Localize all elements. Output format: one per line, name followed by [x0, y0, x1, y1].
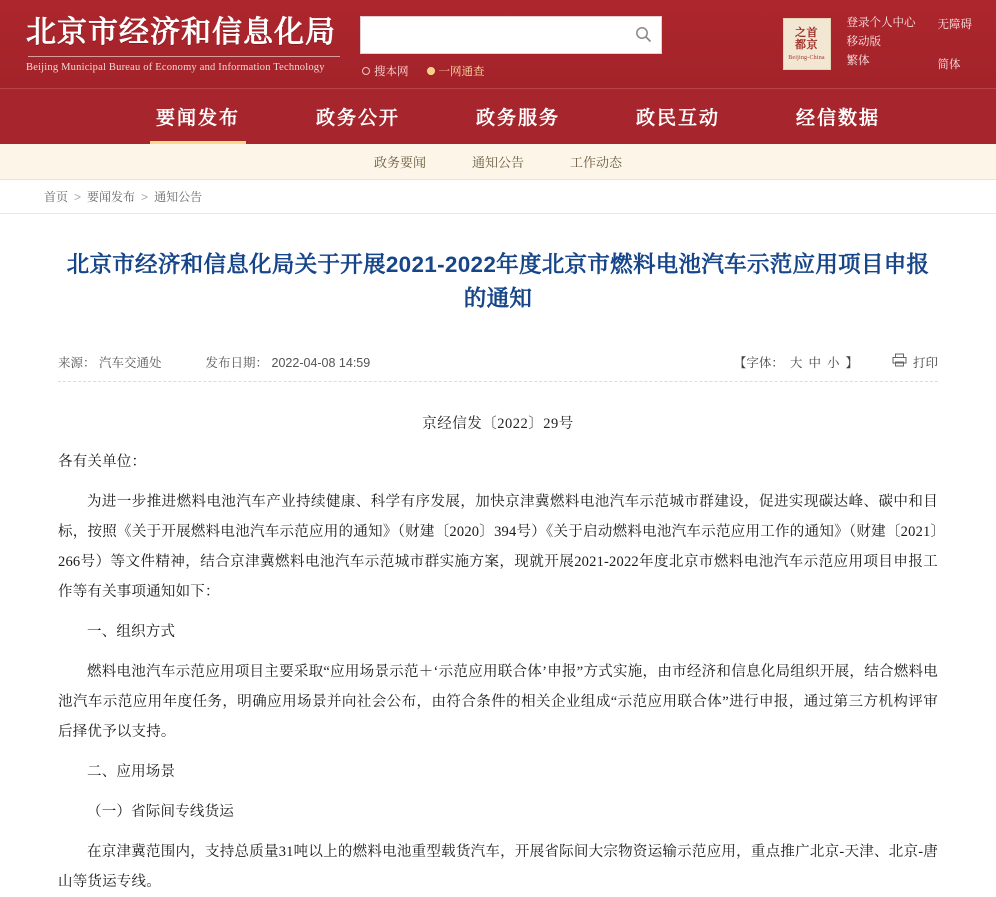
font-size-suffix: 】: [845, 353, 858, 371]
radio-search-site[interactable]: [362, 63, 409, 79]
search-box[interactable]: [360, 16, 662, 54]
font-size-medium-button[interactable]: 中: [808, 353, 821, 371]
main-nav: [0, 88, 996, 144]
article-date-label: 发布日期：: [206, 356, 269, 370]
article-date: [206, 353, 371, 371]
breadcrumb: [28, 188, 968, 205]
breadcrumb-bar: [0, 180, 996, 214]
site-logo-en: Beijing Municipal Bureau of Economy and Information Technology: [26, 62, 360, 73]
site-logo-cn: 北京市经济和信息化局: [26, 15, 360, 51]
nav-item-zhengminhudong[interactable]: [598, 89, 758, 144]
nav-item-label: 政民互动: [636, 103, 720, 130]
page-title: 北京市经济和信息化局关于开展2021-2022年度北京市燃料电池汽车示范应用项目申报的通知: [58, 248, 938, 316]
article: [58, 214, 938, 897]
nav-item-label: 要闻发布: [156, 103, 240, 130]
article-paragraph: 二、应用场景: [58, 757, 938, 787]
breadcrumb-separator-icon: >: [141, 190, 148, 204]
article-paragraph: 燃料电池汽车示范应用项目主要采取“应用场景示范＋‘示范应用联合体’申报”方式实施，由市经济和信息化局组织开展，结合燃料电池汽车示范应用年度任务，明确应用场景并向社会公布，由符合条件的相关企业组成“示范应用联合体”进行申报，通过第三方机构评审后择优予以支持。: [58, 657, 938, 747]
breadcrumb-item-yaowenfabu[interactable]: 要闻发布: [87, 188, 135, 205]
nav-item-label: 政务公开: [316, 103, 400, 130]
nav-item-label: 政务服务: [476, 103, 560, 130]
nav-item-jingxinshuju[interactable]: [758, 89, 918, 144]
breadcrumb-item-tongzhigonggao[interactable]: 通知公告: [154, 188, 202, 205]
seal-cn-top: 之首: [795, 27, 818, 39]
beijing-seal-logo: [783, 18, 831, 70]
link-mobile-version[interactable]: 移动版: [847, 35, 916, 49]
search-input[interactable]: [373, 26, 633, 43]
article-body: [58, 447, 938, 897]
site-logo[interactable]: [0, 15, 360, 73]
link-simplified-chinese[interactable]: 简体: [938, 56, 973, 72]
link-accessibility[interactable]: 无障碍: [938, 16, 973, 32]
header-links: [847, 16, 973, 72]
site-header: [0, 0, 996, 88]
article-meta: [58, 342, 938, 382]
link-traditional-chinese[interactable]: 繁体: [847, 54, 916, 68]
font-size-label: 【字体：: [734, 353, 784, 371]
subnav-item-gongzuodongtai[interactable]: 工作动态: [570, 152, 622, 171]
header-right: [783, 16, 996, 72]
radio-dot-icon: [427, 67, 435, 75]
document-number: 京经信发〔2022〕29号: [58, 412, 938, 433]
search-scope-radios: [362, 63, 485, 79]
radio-search-site-label: 搜本网: [374, 63, 409, 79]
seal-en: Beijing-China: [788, 55, 825, 61]
radio-dot-icon: [362, 67, 370, 75]
breadcrumb-item-home[interactable]: 首页: [44, 188, 68, 205]
radio-search-all[interactable]: [427, 63, 485, 79]
article-paragraph: 在京津冀范围内，支持总质量31吨以上的燃料电池重型载货汽车，开展省际间大宗物资运输示范应用，重点推广北京-天津、北京-唐山等货运专线。: [58, 837, 938, 897]
breadcrumb-separator-icon: >: [74, 190, 81, 204]
logo-divider: [28, 56, 340, 57]
print-label: 打印: [913, 353, 938, 371]
nav-item-zhengwufuwu[interactable]: [438, 89, 598, 144]
article-date-value: 2022-04-08 14:59: [272, 356, 371, 370]
subnav-item-zhengwuyaowen[interactable]: 政务要闻: [374, 152, 426, 171]
article-source-value: 汽车交通处: [99, 356, 162, 370]
article-paragraph: 一、组织方式: [58, 617, 938, 647]
subnav-item-tongzhigonggao[interactable]: 通知公告: [472, 152, 524, 171]
font-size-small-button[interactable]: 小: [827, 353, 840, 371]
article-paragraph: 为进一步推进燃料电池汽车产业持续健康、科学有序发展，加快京津冀燃料电池汽车示范城市群建设，促进实现碳达峰、碳中和目标，按照《关于开展燃料电池汽车示范应用的通知》（财建〔2020〕394号）《关于启动燃料电池汽车示范应用工作的通知》（财建〔2021〕266号）等文件精神，结合京津冀燃料电池汽车示范城市群实施方案，现就开展2021-2022年度北京市燃料电池汽车示范应用项目申报工作等有关事项通知如下：: [58, 487, 938, 607]
article-source-label: 来源：: [58, 356, 96, 370]
seal-cn-bottom: 都京: [795, 39, 818, 51]
print-button[interactable]: [892, 353, 938, 371]
search-icon[interactable]: [633, 25, 653, 45]
nav-item-label: 经信数据: [796, 103, 880, 130]
nav-item-zhengwugongkai[interactable]: [278, 89, 438, 144]
printer-icon: [892, 353, 907, 370]
search-area: [360, 10, 680, 79]
radio-search-all-label: 一网通查: [439, 63, 485, 79]
article-source: [58, 353, 162, 371]
header-link-col-2: [938, 16, 973, 72]
sub-nav: [0, 144, 996, 180]
article-paragraph: 各有关单位：: [58, 447, 938, 477]
article-paragraph: （一）省际间专线货运: [58, 797, 938, 827]
nav-item-yaowenfabu[interactable]: [118, 89, 278, 144]
header-link-col-1: [847, 16, 916, 72]
link-personal-center[interactable]: 登录个人中心: [847, 16, 916, 30]
font-size-control: [734, 353, 858, 371]
font-size-large-button[interactable]: 大: [790, 353, 803, 371]
